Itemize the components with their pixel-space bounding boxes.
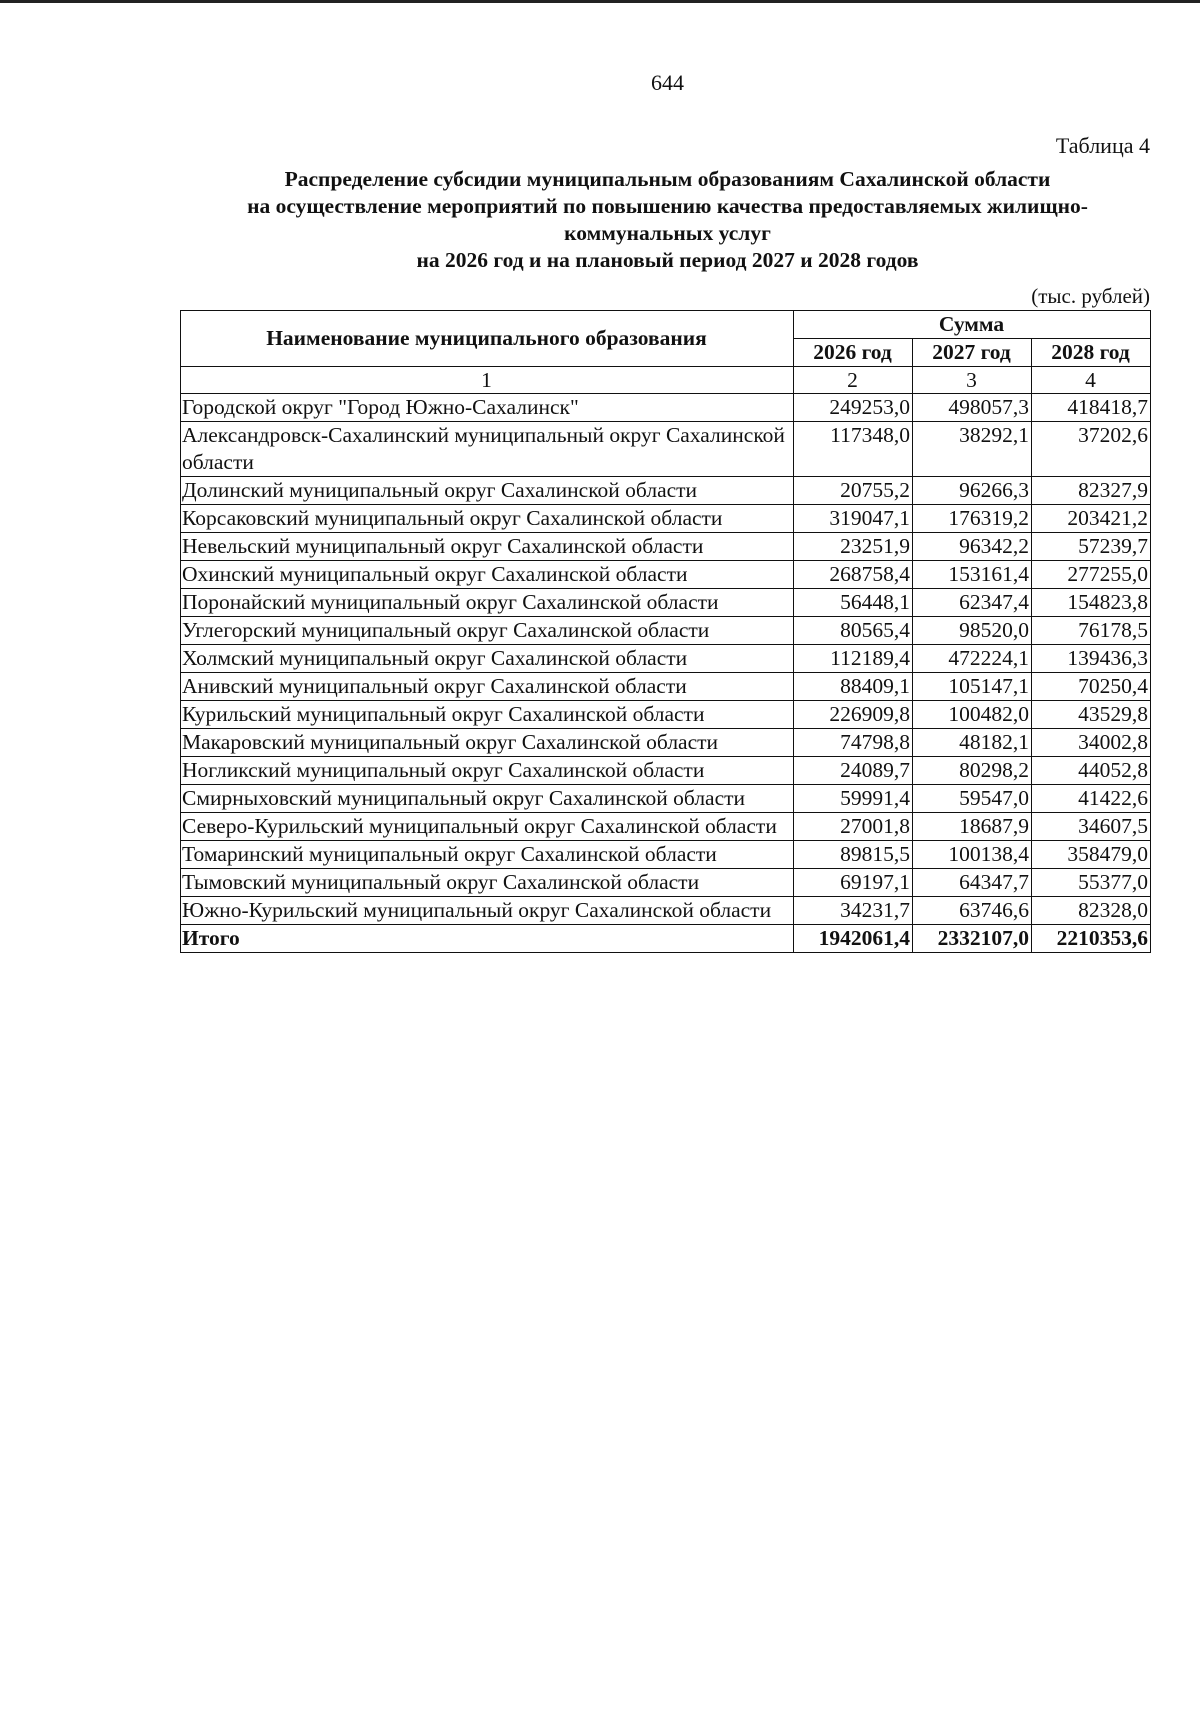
municipality-name: Тымовский муниципальный округ Сахалинской области: [181, 869, 794, 897]
column-index: 1: [181, 367, 794, 394]
value-2026: 319047,1: [794, 505, 913, 533]
table-row: [181, 813, 1151, 841]
municipality-name: Итого: [181, 925, 794, 953]
municipality-name: Анивский муниципальный округ Сахалинской области: [181, 673, 794, 701]
value-2026: 226909,8: [794, 701, 913, 729]
table-row: [181, 841, 1151, 869]
value-2026: 20755,2: [794, 477, 913, 505]
value-2028: 37202,6: [1032, 422, 1151, 477]
value-2026: 117348,0: [794, 422, 913, 477]
municipality-name: Холмский муниципальный округ Сахалинской области: [181, 645, 794, 673]
value-2027: 176319,2: [913, 505, 1032, 533]
municipality-name: Углегорский муниципальный округ Сахалинской области: [181, 617, 794, 645]
table-row: [181, 645, 1151, 673]
value-2028: 82327,9: [1032, 477, 1151, 505]
value-2027: 100482,0: [913, 701, 1032, 729]
value-2026: 23251,9: [794, 533, 913, 561]
municipality-name: Александровск-Сахалинский муниципальный округ Сахалинской области: [181, 422, 794, 477]
value-2026: 249253,0: [794, 394, 913, 422]
table-row: [181, 422, 1151, 477]
value-2027: 63746,6: [913, 897, 1032, 925]
value-2026: 112189,4: [794, 645, 913, 673]
table-label: Таблица 4: [1055, 133, 1150, 158]
subsidy-table: [180, 310, 1151, 953]
municipality-name: Северо-Курильский муниципальный округ Сахалинской области: [181, 813, 794, 841]
value-2026: 59991,4: [794, 785, 913, 813]
value-2027: 62347,4: [913, 589, 1032, 617]
value-2027: 98520,0: [913, 617, 1032, 645]
value-2026: 56448,1: [794, 589, 913, 617]
title-line-1: Распределение субсидии муниципальным образованиям Сахалинской области: [284, 167, 1051, 191]
value-2027: 153161,4: [913, 561, 1032, 589]
header-year-2026: 2026 год: [794, 339, 913, 367]
column-index: 3: [913, 367, 1032, 394]
table-row: [181, 533, 1151, 561]
value-2028: 203421,2: [1032, 505, 1151, 533]
value-2026: 268758,4: [794, 561, 913, 589]
value-2027: 96266,3: [913, 477, 1032, 505]
value-2028: 277255,0: [1032, 561, 1151, 589]
value-2027: 472224,1: [913, 645, 1032, 673]
value-2028: 43529,8: [1032, 701, 1151, 729]
municipality-name: Корсаковский муниципальный округ Сахалинской области: [181, 505, 794, 533]
table-row: [181, 757, 1151, 785]
total-row: [181, 925, 1151, 953]
value-2028: 2210353,6: [1032, 925, 1151, 953]
table-row: [181, 394, 1151, 422]
value-2028: 70250,4: [1032, 673, 1151, 701]
value-2027: 64347,7: [913, 869, 1032, 897]
value-2026: 88409,1: [794, 673, 913, 701]
value-2028: 41422,6: [1032, 785, 1151, 813]
table-row: [181, 701, 1151, 729]
value-2028: 57239,7: [1032, 533, 1151, 561]
table-row: [181, 561, 1151, 589]
value-2028: 418418,7: [1032, 394, 1151, 422]
title-line-3: коммунальных услуг: [564, 221, 771, 245]
value-2027: 48182,1: [913, 729, 1032, 757]
value-2027: 105147,1: [913, 673, 1032, 701]
value-2027: 18687,9: [913, 813, 1032, 841]
municipality-name: Ногликский муниципальный округ Сахалинской области: [181, 757, 794, 785]
document-title: [160, 166, 1175, 274]
header-year-2027: 2027 год: [913, 339, 1032, 367]
table-body: [181, 367, 1151, 953]
value-2026: 34231,7: [794, 897, 913, 925]
value-2026: 24089,7: [794, 757, 913, 785]
value-2027: 38292,1: [913, 422, 1032, 477]
value-2026: 80565,4: [794, 617, 913, 645]
table-row: [181, 897, 1151, 925]
value-2028: 34002,8: [1032, 729, 1151, 757]
table-row: [181, 477, 1151, 505]
value-2027: 59547,0: [913, 785, 1032, 813]
title-line-2: на осуществление мероприятий по повышению качества предоставляемых жилищно-: [247, 194, 1088, 218]
header-sum: Сумма: [794, 311, 1151, 339]
value-2028: 358479,0: [1032, 841, 1151, 869]
header-row-1: [181, 311, 1151, 339]
municipality-name: Курильский муниципальный округ Сахалинской области: [181, 701, 794, 729]
municipality-name: Охинский муниципальный округ Сахалинской области: [181, 561, 794, 589]
value-2026: 69197,1: [794, 869, 913, 897]
table-row: [181, 673, 1151, 701]
value-2027: 80298,2: [913, 757, 1032, 785]
value-2026: 27001,8: [794, 813, 913, 841]
value-2027: 100138,4: [913, 841, 1032, 869]
column-index-row: [181, 367, 1151, 394]
value-2028: 44052,8: [1032, 757, 1151, 785]
value-2028: 82328,0: [1032, 897, 1151, 925]
page-number: 644: [651, 70, 684, 95]
value-2028: 139436,3: [1032, 645, 1151, 673]
value-2028: 55377,0: [1032, 869, 1151, 897]
municipality-name: Поронайский муниципальный округ Сахалинской области: [181, 589, 794, 617]
municipality-name: Долинский муниципальный округ Сахалинской области: [181, 477, 794, 505]
table-row: [181, 617, 1151, 645]
value-2028: 34607,5: [1032, 813, 1151, 841]
title-line-4: на 2026 год и на плановый период 2027 и 2028 годов: [416, 248, 919, 272]
header-year-2028: 2028 год: [1032, 339, 1151, 367]
municipality-name: Смирныховский муниципальный округ Сахалинской области: [181, 785, 794, 813]
header-name: Наименование муниципального образования: [181, 311, 794, 367]
municipality-name: Южно-Курильский муниципальный округ Сахалинской области: [181, 897, 794, 925]
value-2027: 96342,2: [913, 533, 1032, 561]
value-2026: 1942061,4: [794, 925, 913, 953]
top-border-line: [0, 0, 1200, 3]
value-2026: 74798,8: [794, 729, 913, 757]
column-index: 2: [794, 367, 913, 394]
value-2028: 76178,5: [1032, 617, 1151, 645]
units-label: (тыс. рублей): [1031, 284, 1150, 308]
municipality-name: Макаровский муниципальный округ Сахалинской области: [181, 729, 794, 757]
value-2027: 2332107,0: [913, 925, 1032, 953]
municipality-name: Томаринский муниципальный округ Сахалинской области: [181, 841, 794, 869]
municipality-name: Городской округ "Город Южно-Сахалинск": [181, 394, 794, 422]
table-row: [181, 505, 1151, 533]
value-2027: 498057,3: [913, 394, 1032, 422]
table-row: [181, 869, 1151, 897]
value-2028: 154823,8: [1032, 589, 1151, 617]
value-2026: 89815,5: [794, 841, 913, 869]
municipality-name: Невельский муниципальный округ Сахалинской области: [181, 533, 794, 561]
table-row: [181, 785, 1151, 813]
table-row: [181, 589, 1151, 617]
column-index: 4: [1032, 367, 1151, 394]
table-row: [181, 729, 1151, 757]
